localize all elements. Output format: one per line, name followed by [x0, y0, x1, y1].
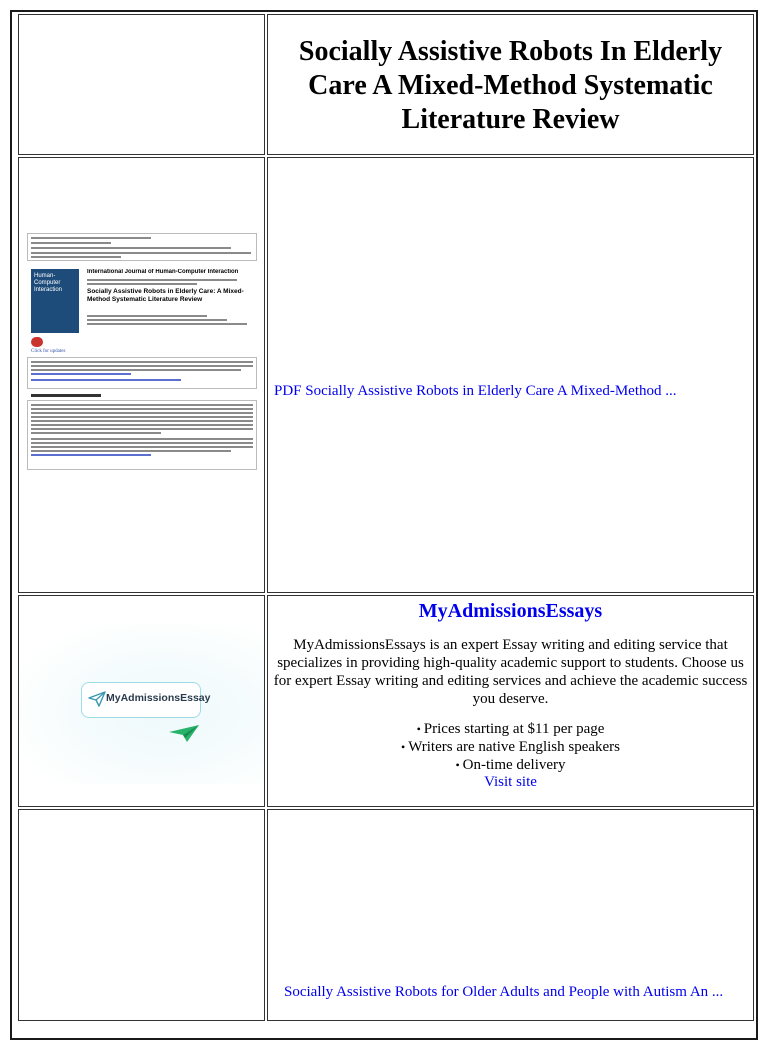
journal-cover	[31, 269, 79, 333]
crossmark-icon	[31, 337, 43, 347]
article-title: Socially Assistive Robots in Elderly Care: A Mixed-Method Systematic Literature Review	[87, 288, 244, 303]
ad-feature-item: • On-time delivery	[268, 756, 753, 774]
brand-logo[interactable]	[81, 682, 211, 718]
pdf-thumbnail[interactable]	[27, 233, 259, 473]
brand-name: MyAdmissionsEssay	[106, 692, 211, 704]
green-plane-icon	[167, 722, 201, 744]
result-thumbnail-cell[interactable]	[18, 157, 265, 593]
visit-site-link[interactable]: Visit site	[484, 774, 537, 790]
page-title: Socially Assistive Robots In Elderly Care A Mixed-Method Systematic Literature Review	[298, 36, 723, 135]
result-link-pdf[interactable]: PDF Socially Assistive Robots in Elderly Care A Mixed-Method ...	[274, 383, 677, 399]
terms-box	[27, 400, 257, 470]
ad-content-cell	[267, 595, 754, 807]
header-title-cell	[267, 14, 754, 155]
paper-plane-icon	[88, 691, 106, 707]
ad-title-link[interactable]: MyAdmissionsEssays	[418, 600, 603, 622]
ad-feature-item: • Writers are native English speakers	[268, 738, 753, 756]
result-link-cell	[267, 157, 754, 593]
header-thumb-cell	[18, 14, 265, 155]
ad-feature-list	[268, 720, 753, 774]
results-table	[10, 10, 758, 1040]
ad-description: MyAdmissionsEssays is an expert Essay writing and editing service that specializes in providing high-quality academic support to students. Choose us for expert Essay writing and editing services and achieve the academic success you deserve.	[273, 637, 748, 707]
ad-image-cell[interactable]	[18, 595, 265, 807]
journal-cover-text: Human-Computer Interaction	[34, 273, 63, 293]
crossmark-link[interactable]: Click for updates	[31, 349, 66, 354]
journal-title: International Journal of Human-Computer Interaction	[87, 269, 239, 275]
result-link-autism[interactable]: Socially Assistive Robots for Older Adults and People with Autism An ...	[284, 984, 724, 1000]
result-thumbnail-cell-2[interactable]	[18, 809, 265, 1021]
ad-feature-item: • Prices starting at $11 per page	[268, 720, 753, 738]
result-link-cell-2	[267, 809, 754, 1021]
